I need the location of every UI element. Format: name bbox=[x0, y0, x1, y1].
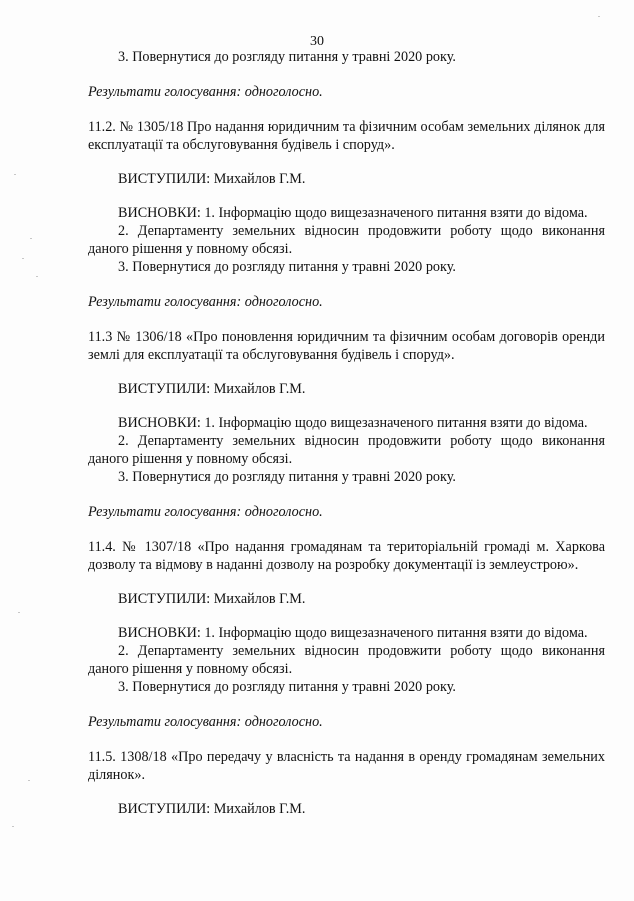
speakers-line: ВИСТУПИЛИ: Михайлов Г.М. bbox=[118, 801, 306, 817]
agenda-item-11-3: 11.3 № 1306/18 «Про поновлення юридичним та фізичним особам договорів оренди землі для експлуатації та обслуговування будівель і споруд». bbox=[88, 329, 605, 363]
agenda-item-11-2: 11.2. № 1305/18 Про надання юридичним та фізичним особам земельних ділянок для експлуатації та обслуговування будівель і споруд». bbox=[88, 119, 605, 153]
scan-speck bbox=[28, 780, 30, 781]
voting-result: Результати голосування: одноголосно. bbox=[88, 504, 323, 520]
speakers-line: ВИСТУПИЛИ: Михайлов Г.М. bbox=[118, 591, 306, 607]
speakers-line: ВИСТУПИЛИ: Михайлов Г.М. bbox=[118, 381, 306, 397]
voting-result: Результати голосування: одноголосно. bbox=[88, 84, 323, 100]
scan-speck bbox=[598, 16, 600, 17]
agenda-item-11-4: 11.4. № 1307/18 «Про надання громадянам та територіальній громаді м. Харкова дозволу та відмову в наданні дозволу на розробку документації із землеустрою». bbox=[88, 539, 605, 573]
document-body bbox=[88, 48, 605, 834]
scan-speck bbox=[14, 174, 16, 175]
scan-speck bbox=[22, 258, 24, 259]
conclusion-item-2: 2. Департаменту земельних відносин продовжити роботу щодо виконання даного рішення у повному обсязі. bbox=[88, 643, 605, 677]
speakers-line: ВИСТУПИЛИ: Михайлов Г.М. bbox=[118, 171, 306, 187]
conclusion-item-3: 3. Повернутися до розгляду питання у травні 2020 року. bbox=[118, 259, 456, 275]
scan-speck bbox=[18, 612, 20, 613]
conclusion-item-2: 2. Департаменту земельних відносин продовжити роботу щодо виконання даного рішення у повному обсязі. bbox=[88, 223, 605, 257]
scan-speck bbox=[36, 276, 38, 277]
page-number: 30 bbox=[310, 34, 324, 49]
voting-result: Результати голосування: одноголосно. bbox=[88, 294, 323, 310]
conclusion-item-3: 3. Повернутися до розгляду питання у травні 2020 року. bbox=[118, 469, 456, 485]
agenda-item-11-5: 11.5. 1308/18 «Про передачу у власність та надання в оренду громадянам земельних ділянок». bbox=[88, 749, 605, 783]
conclusion-item-1: ВИСНОВКИ: 1. Інформацію щодо вищезазначеного питання взяти до відома. bbox=[118, 415, 588, 431]
scan-speck bbox=[12, 826, 14, 827]
conclusion-item-1: ВИСНОВКИ: 1. Інформацію щодо вищезазначеного питання взяти до відома. bbox=[118, 205, 588, 221]
conclusion-item-1: ВИСНОВКИ: 1. Інформацію щодо вищезазначеного питання взяти до відома. bbox=[118, 625, 588, 641]
voting-result: Результати голосування: одноголосно. bbox=[88, 714, 323, 730]
conclusion-item-3: 3. Повернутися до розгляду питання у травні 2020 року. bbox=[118, 679, 456, 695]
scan-speck bbox=[30, 238, 32, 239]
conclusion-item-3: 3. Повернутися до розгляду питання у травні 2020 року. bbox=[118, 49, 456, 65]
conclusion-item-2: 2. Департаменту земельних відносин продовжити роботу щодо виконання даного рішення у повному обсязі. bbox=[88, 433, 605, 467]
